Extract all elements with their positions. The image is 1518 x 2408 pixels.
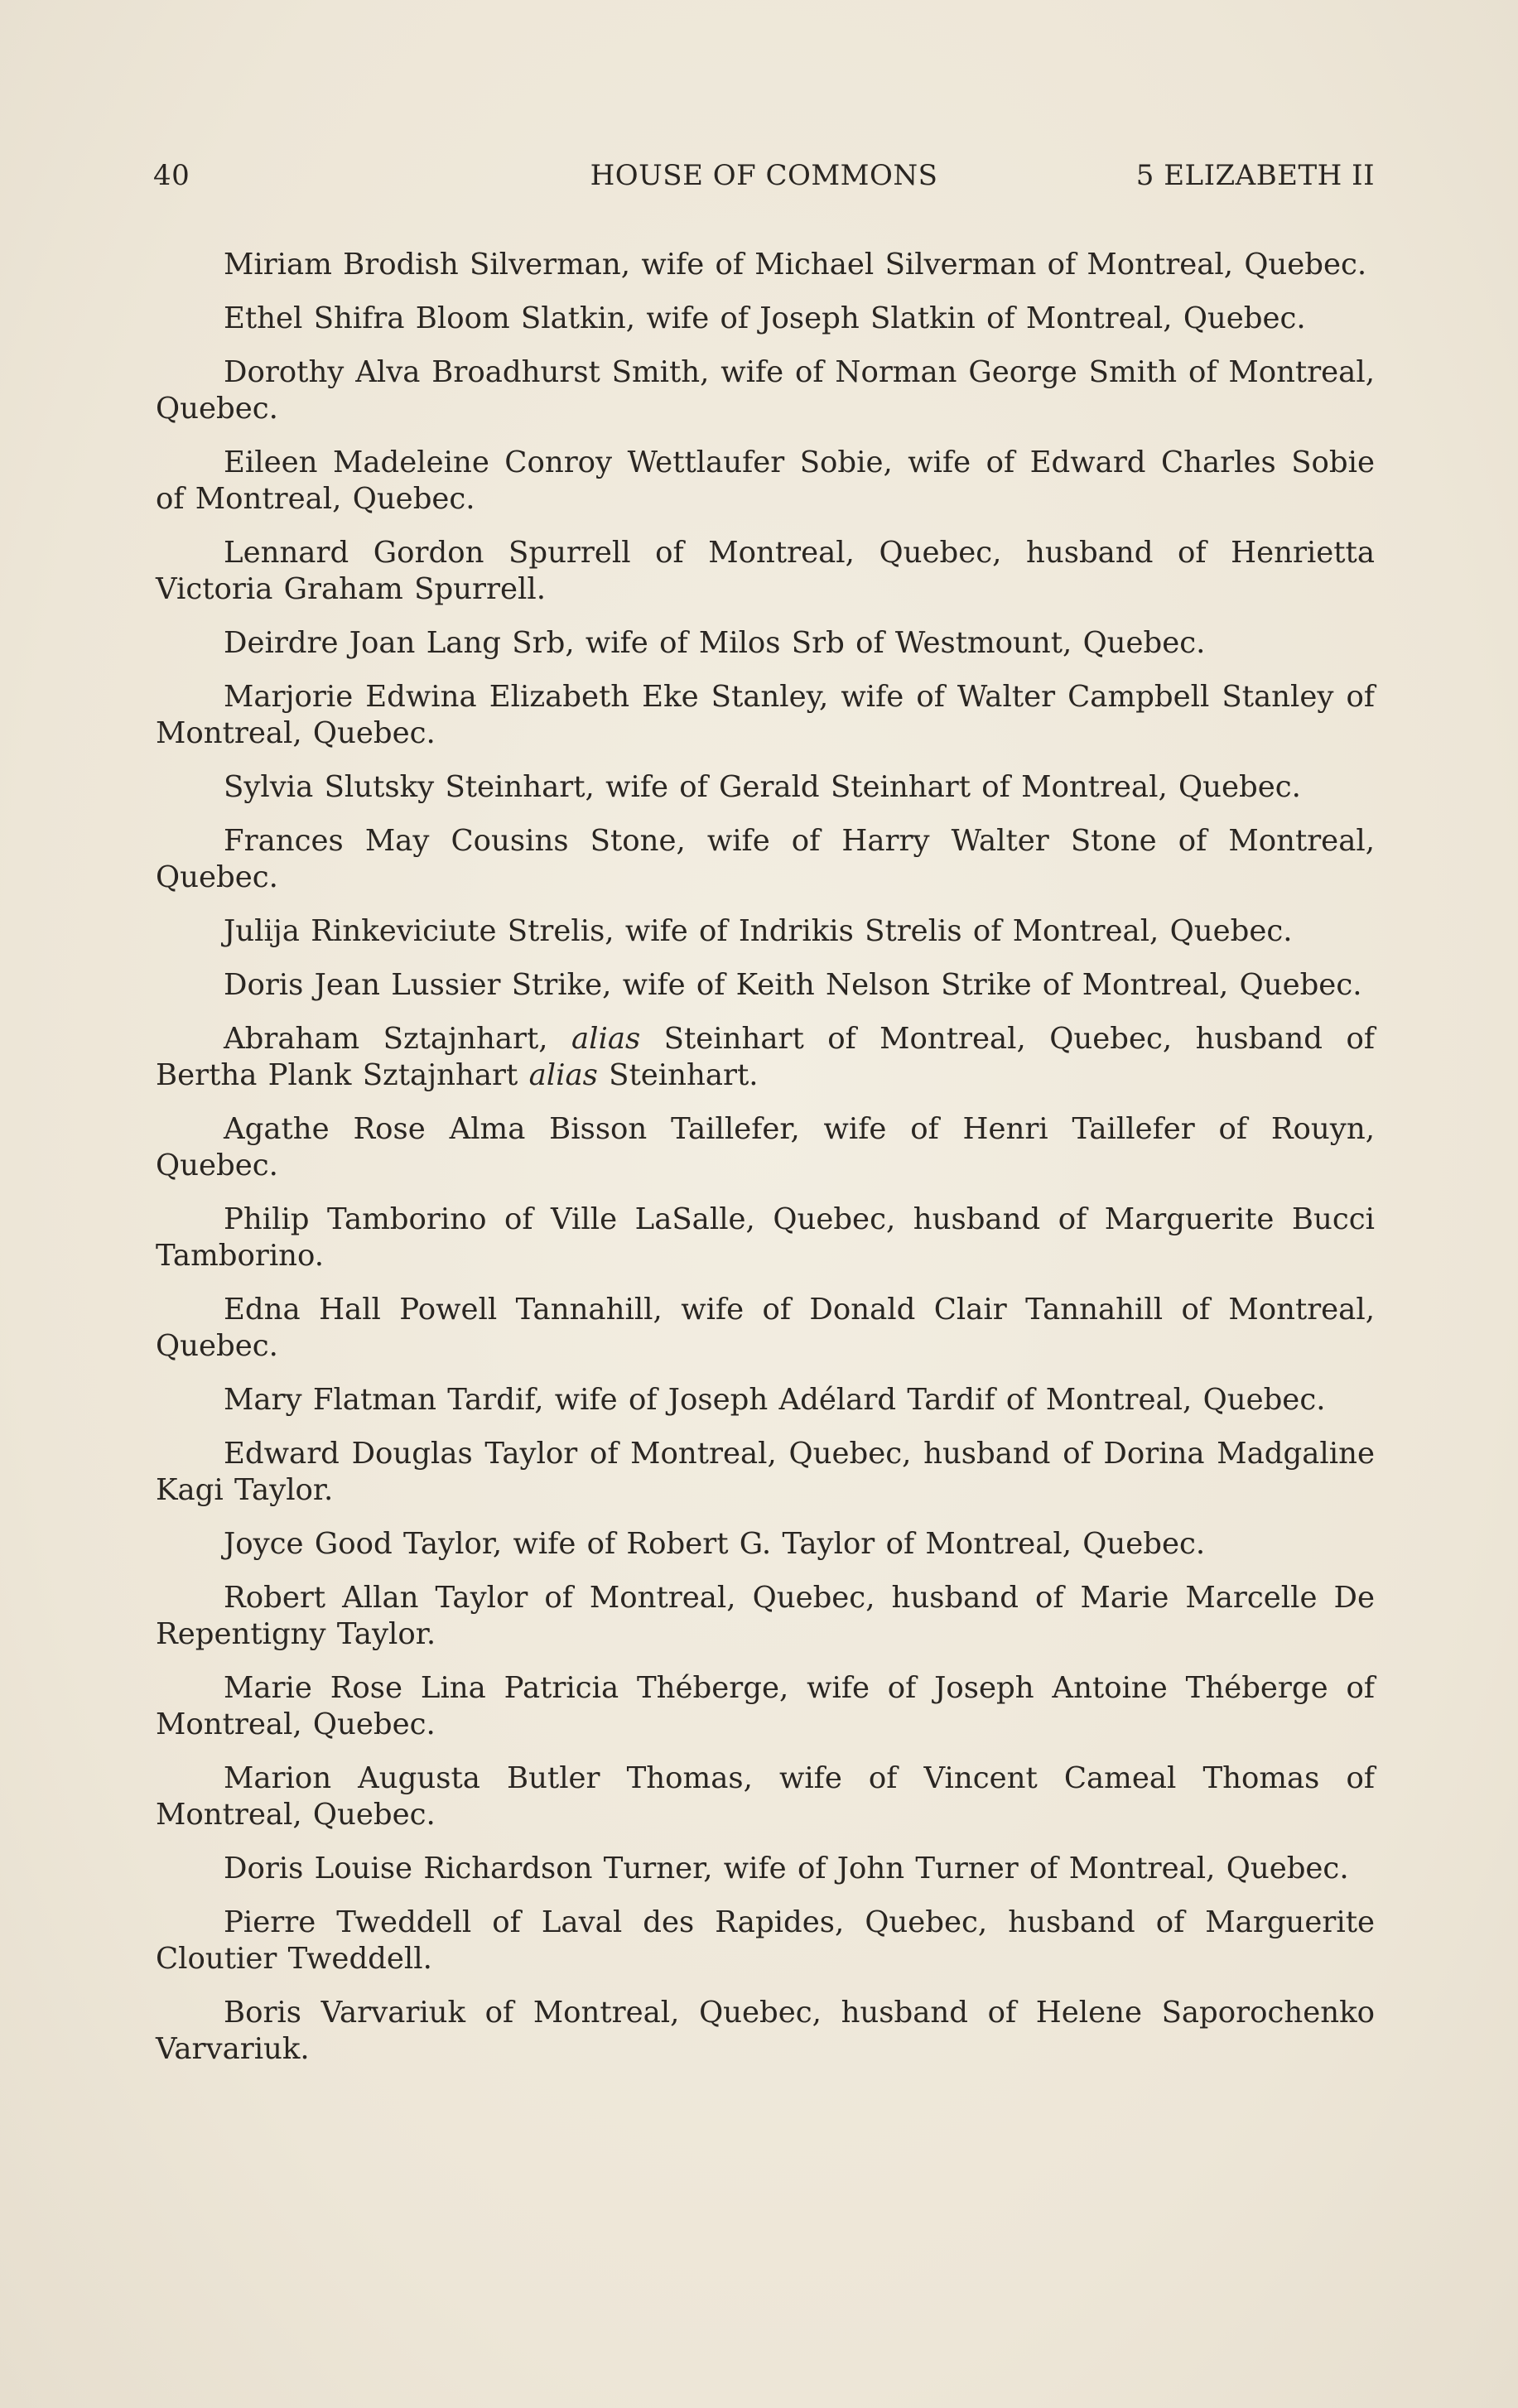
entry-text: Steinhart. (597, 1058, 759, 1092)
list-item: Pierre Tweddell of Laval des Rapides, Quebec, husband of Marguerite Cloutier Tweddell. (156, 1905, 1375, 1976)
list-item: Julija Rinkeviciute Strelis, wife of Indrikis Strelis of Montreal, Quebec. (224, 914, 1293, 948)
list-item: Doris Louise Richardson Turner, wife of John Turner of Montreal, Quebec. (224, 1852, 1349, 1885)
list-item: Sylvia Slutsky Steinhart, wife of Gerald Steinhart of Montreal, Quebec. (224, 770, 1301, 804)
list-item: Eileen Madeleine Conroy Wettlaufer Sobie, wife of Edward Charles Sobie of Montreal, Quebec. (156, 445, 1375, 516)
list-item: Doris Jean Lussier Strike, wife of Keith Nelson Strike of Montreal, Quebec. (224, 968, 1362, 1002)
list-item: Agathe Rose Alma Bisson Taillefer, wife of Henri Taillefer of Rouyn, Quebec. (156, 1112, 1375, 1182)
entry-text: Steinhart of Montreal, Quebec, husband of Bertha Plank Sztajnhart (156, 1022, 1375, 1092)
list-item (156, 1021, 1375, 1094)
list-item: Miriam Brodish Silverman, wife of Michael Silverman of Montreal, Quebec. (224, 248, 1367, 282)
list-item: Joyce Good Taylor, wife of Robert G. Taylor of Montreal, Quebec. (224, 1527, 1206, 1561)
list-item: Marie Rose Lina Patricia Théberge, wife of Joseph Antoine Théberge of Montreal, Quebec. (156, 1671, 1375, 1741)
list-item: Robert Allan Taylor of Montreal, Quebec, husband of Marie Marcelle De Repentigny Taylor. (156, 1581, 1375, 1651)
list-item: Marjorie Edwina Elizabeth Eke Stanley, wife of Walter Campbell Stanley of Montreal, Quebec. (156, 680, 1375, 750)
list-item: Frances May Cousins Stone, wife of Harry Walter Stone of Montreal, Quebec. (156, 824, 1375, 894)
list-item: Boris Varvariuk of Montreal, Quebec, husband of Helene Saporochenko Varvariuk. (156, 1996, 1375, 2066)
list-item: Dorothy Alva Broadhurst Smith, wife of Norman George Smith of Montreal, Quebec. (156, 355, 1375, 426)
list-item: Marion Augusta Butler Thomas, wife of Vincent Cameal Thomas of Montreal, Quebec. (156, 1761, 1375, 1832)
list-item: Ethel Shifra Bloom Slatkin, wife of Joseph Slatkin of Montreal, Quebec. (224, 301, 1306, 335)
list-item: Edward Douglas Taylor of Montreal, Quebec, husband of Dorina Madgaline Kagi Taylor. (156, 1437, 1375, 1507)
entry-text: Abraham Sztajnhart, (224, 1022, 571, 1056)
list-item: Philip Tamborino of Ville LaSalle, Quebec, husband of Marguerite Bucci Tamborino. (156, 1202, 1375, 1273)
entry-list (156, 247, 1375, 2085)
list-item: Deirdre Joan Lang Srb, wife of Milos Srb of Westmount, Quebec. (224, 626, 1206, 660)
list-item: Edna Hall Powell Tannahill, wife of Donald Clair Tannahill of Montreal, Quebec. (156, 1293, 1375, 1363)
alias-text: alias (571, 1022, 641, 1056)
page-number: 40 (153, 159, 190, 192)
session-label: 5 ELIZABETH II (1135, 159, 1375, 192)
list-item: Mary Flatman Tardif, wife of Joseph Adélard Tardif of Montreal, Quebec. (224, 1383, 1326, 1417)
running-title: HOUSE OF COMMONS (590, 159, 938, 192)
page-header (153, 159, 1375, 199)
list-item: Lennard Gordon Spurrell of Montreal, Quebec, husband of Henrietta Victoria Graham Spurrell. (156, 536, 1375, 606)
alias-text: alias (528, 1058, 598, 1092)
